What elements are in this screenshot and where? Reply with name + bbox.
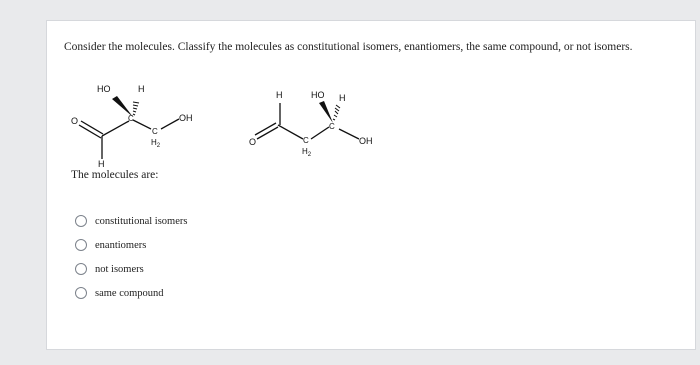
radio-button[interactable] <box>75 287 87 299</box>
option-label: constitutional isomers <box>95 215 188 227</box>
mol1-c-center-label: C <box>128 114 134 123</box>
radio-button[interactable] <box>75 239 87 251</box>
mol1-oh-label: OH <box>179 113 193 123</box>
molecule-2 <box>249 90 373 158</box>
option-enantiomers[interactable] <box>75 233 187 257</box>
molecule-1 <box>71 84 193 169</box>
option-label: same compound <box>95 287 164 299</box>
radio-button[interactable] <box>75 263 87 275</box>
mol1-h2-label: $H_2$ <box>151 138 161 149</box>
molecule-structures <box>67 77 377 177</box>
mol2-oh-label: OH <box>359 136 373 146</box>
option-label: not isomers <box>95 263 144 275</box>
mol2-h-top-label: H <box>276 90 283 100</box>
mol2-h-right-label: H <box>339 93 346 103</box>
mol1-h-bottom-label: H <box>98 159 105 169</box>
option-same-compound[interactable] <box>75 281 187 305</box>
mol2-o-label: O <box>249 137 257 147</box>
molecule-figures <box>67 77 377 177</box>
mol2-ho-label: HO <box>311 90 325 100</box>
mol2-c-lower-label: C <box>303 136 309 145</box>
answer-options <box>75 209 187 305</box>
option-not-isomers[interactable] <box>75 257 187 281</box>
option-label: enantiomers <box>95 239 147 251</box>
mol2-h2-label: $H_2$ <box>302 147 312 158</box>
answer-prompt: The molecules are: <box>71 169 159 181</box>
mol2-c-center-label: C <box>329 122 335 131</box>
mol1-o-label: O <box>71 116 79 126</box>
radio-button[interactable] <box>75 215 87 227</box>
question-text: Consider the molecules. Classify the molecules as constitutional isomers, enantiomers, the same compound, or not isomers. <box>64 41 633 53</box>
option-constitutional-isomers[interactable] <box>75 209 187 233</box>
mol1-c-lower-label: C <box>152 127 158 136</box>
question-card <box>46 20 696 350</box>
mol1-ho-label: HO <box>97 84 111 94</box>
mol1-h-top-label: H <box>138 84 145 94</box>
